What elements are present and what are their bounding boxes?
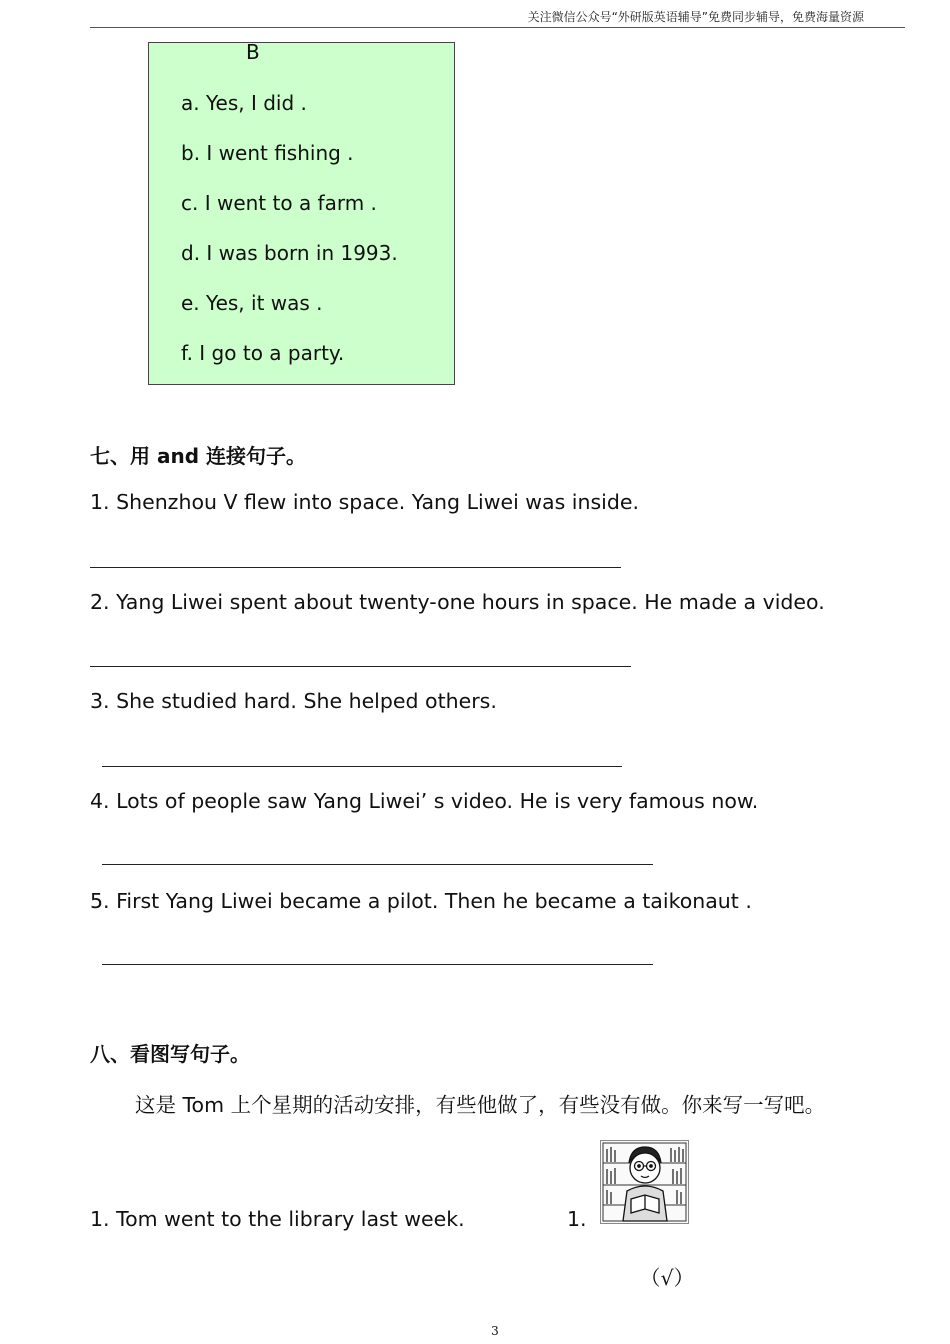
header-divider bbox=[90, 27, 905, 28]
answer-line-7-4[interactable] bbox=[102, 864, 653, 865]
page-number: 3 bbox=[491, 1324, 499, 1338]
section-7-title: 七、用 and 连接句子。 bbox=[90, 444, 306, 468]
question-7-4: 4. Lots of people saw Yang Liwei’ s video. He is very famous now. bbox=[90, 789, 759, 813]
boy-reading-in-library-icon bbox=[600, 1140, 689, 1224]
section-8-intro: 这是 Tom 上个星期的活动安排，有些他做了，有些没有做。你来写一写吧。 bbox=[135, 1093, 826, 1117]
page-header-text: 关注微信公众号“外研版英语辅导”免费同步辅导，免费海量资源 bbox=[527, 10, 864, 24]
answer-line-7-2[interactable] bbox=[90, 666, 631, 667]
question-7-5: 5. First Yang Liwei became a pilot. Then he became a taikonaut . bbox=[90, 889, 752, 913]
question-7-1: 1. Shenzhou V flew into space. Yang Liwei was inside. bbox=[90, 490, 640, 514]
box-b-option-b: b. I went fishing . bbox=[181, 141, 354, 165]
question-7-3: 3. She studied hard. She helped others. bbox=[90, 689, 497, 713]
box-b-option-d: d. I was born in 1993. bbox=[181, 241, 398, 265]
box-b-option-f: f. I go to a party. bbox=[181, 341, 345, 365]
check-mark: （√） bbox=[640, 1266, 695, 1290]
box-b-option-a: a. Yes, I did . bbox=[181, 91, 307, 115]
section-8-title: 八、看图写句子。 bbox=[90, 1042, 250, 1066]
box-b-title: B bbox=[246, 40, 260, 64]
box-b-option-e: e. Yes, it was . bbox=[181, 291, 323, 315]
picture-number: 1. bbox=[567, 1207, 587, 1231]
example-sentence: 1. Tom went to the library last week. bbox=[90, 1207, 465, 1231]
answer-line-7-5[interactable] bbox=[102, 964, 653, 965]
box-b-option-c: c. I went to a farm . bbox=[181, 191, 377, 215]
answer-line-7-3[interactable] bbox=[102, 766, 622, 767]
answer-line-7-1[interactable] bbox=[90, 567, 621, 568]
question-7-2: 2. Yang Liwei spent about twenty-one hours in space. He made a video. bbox=[90, 590, 825, 614]
